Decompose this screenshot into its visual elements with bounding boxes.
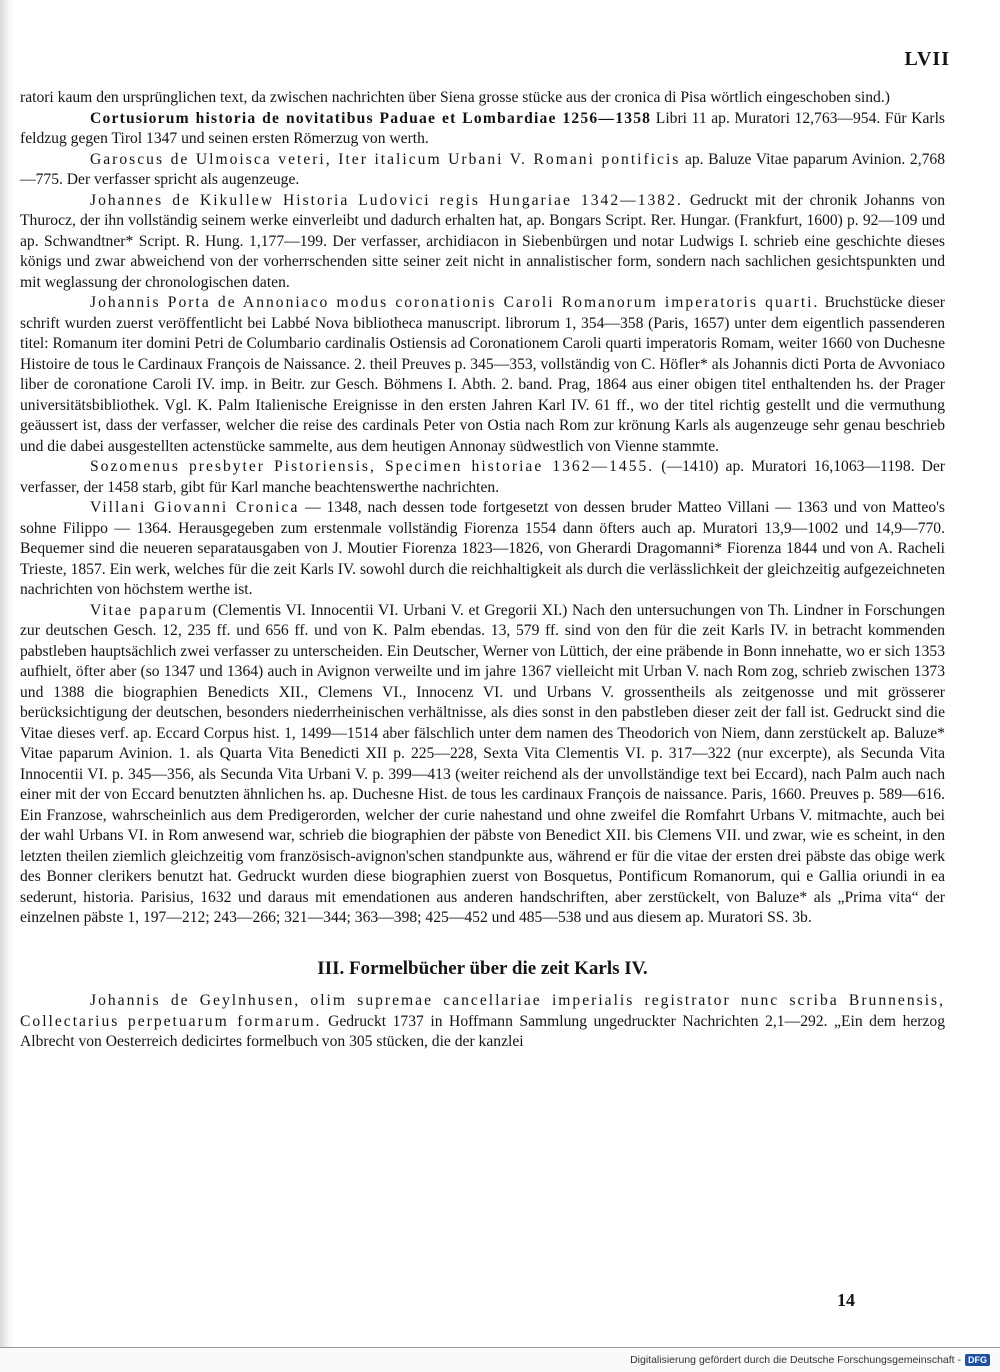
dfg-logo-icon: DFG	[965, 1354, 990, 1366]
entry-text: (Clementis VI. Innocentii VI. Urbani V. et Gregorii XI.) Nach den untersuchungen von Th. Lindner in Forschungen zur deutschen Gesch. 12, 235 ff. und 656 ff. und von K. Palm ebendas. 13, 579 ff. sind von den für die zeit Karls IV. in betracht kommenden pabstleben hauptsächlich zwei verfasser zu unterscheiden. Ein Deutscher, Werner von Lüttich, der eine präbende in Bonn innehatte, wo er sich 1353 aufhielt, öfter aber (so 1347 und 1364) auch in Avignon verweilte und im jahre 1367 vielleicht mit Urban V. nach Rom zog, schrieb zwischen 1373 und 1388 die biographien Benedicts XII., Clemens VI., Innocenz VI. und Urbans V. grossentheils als zeitgenosse und mit grösserer berücksichtigung der deutschen, besonders niederrheinischen verhältnisse, als dies sonst in den pabstleben dieser zeit der fall ist. Gedruckt sind die Vitae dieses verf. ap. Eccard Corpus hist. 1, 1499—1514 aber fälschlich unter dem namen des Theodorich von Niem, dann zerstückelt ap. Baluze* Vitae paparum Avinion. 1. als Quarta Vita Benedicti XII p. 225—228, Sexta Vita Clementis VI. p. 317—322 (nur excerpte), als Secunda Vita Innocentii VI. p. 345—356, als Secunda Vita Urbani V. p. 399—413 (weiter reichend als der unvollständige text bei Eccard), nach Palm auch nach einer mit der von Eccard benutzten ähnlichen hs. ap. Duchesne Hist. de tous les cardinaux François de naissance. Paris, 1660. Preuves p. 589—616. Ein Franzose, wahrscheinlich aus dem Predigerorden, welcher der curie nahestand und ohne zweifel die Romfahrt Urbans V. mitmachte, auch bei der wahl Urbans VI. in Rom anwesend war, schrieb die biographien der päbste von Benedict XII. bis Clemens VII. und zwar, wie es scheint, in den letzten theilen ziemlich gleichzeitig vom französisch-avignon'schen standpunkte aus, während er für die vitae der ersten drei päbste das obige werk des Bonner clerikers benutzt hat. Gedruckt wurden diese biographien zuerst von Bosquetus, Pontificum Romanorum, qui e Gallia oriundi in ea sederunt, historia. Parisius, 1632 und daraus mit emendationen aus anderen handschriften, aber zerstückelt, von Baluze* als „Prima vita“ der einzelnen päbste 1, 197—212; 243—266; 321—344; 363—398; 425—452 und 485—538 und aus diesem ap. Muratori SS. 3b.	[20, 601, 945, 926]
signature-mark: 14	[837, 1290, 855, 1310]
entry-villani	[20, 498, 945, 601]
entry-title: Johannis Porta de Annoniaco modus coronationis Caroli Romanorum imperatoris quarti.	[90, 294, 820, 311]
entry-title: Cortusiorum historia de novitatibus Paduae et Lombardiae 1256—1358	[90, 109, 652, 127]
entry-text: ap. Baluze Vitae paparum Avinion. 2,768—775. Der verfasser spricht als augenzeuge.	[20, 150, 945, 188]
entry-text: ratori kaum den ursprünglichen text, da zwischen nachrichten über Siena grosse stücke aus der cronica di Pisa wörtlich eingeschoben sind.)	[20, 89, 890, 106]
entry-text: Gedruckt mit der chronik Johanns von Thurocz, der ihn vollständig seinem werke einverleibt und dadurch erhalten hat, ap. Bongars Script. Rer. Hungar. (Frankfurt, 1600) p. 92—109 und ap. Schwandtner* Script. R. Hung. 1,177—199. Der verfasser, archidiacon in Siebenbürgen und notar Ludwigs I. schrieb eine geschichte dieses königs und zwar abweichend von der vorherrschenden sitte seiner zeit nicht in annalistischer form, sondern nach sachlichen gesichtspunkten und mit weglassung der chronologischen daten.	[20, 191, 945, 291]
entry-continuation	[20, 88, 945, 109]
entry-text: — 1348, nach dessen tode fortgesetzt von dessen bruder Matteo Villani — 1363 und von Matteo's sohne Filippo — 1364. Herausgegeben zum erstenmale vollständig Fiorenza 1554 dann öfters auch ap. Muratori 13,9—1002 und 14,9—770. Bequemer sind die neueren separatausgaben von J. Moutier Fiorenza 1823—1826, von Gherardi Dragomanni* Fiorenza 1844 und von A. Racheli Trieste, 1857. Ein werk, welches für die zeit Karls IV. sowohl durch die reichhaltigkeit als durch die verlässlichkeit der gleichzeitig aufgezeichneten nachrichten von höchstem werthe ist.	[20, 499, 945, 598]
entry-text: Libri 11 ap. Muratori 12,763—954. Für Karls feldzug gegen Tirol 1347 und seinen ersten Römerzug von werth.	[20, 109, 945, 147]
entry-geylnhusen	[20, 991, 945, 1053]
digitization-footer	[0, 1347, 1000, 1372]
entry-title: Sozomenus presbyter Pistoriensis, Specimen historiae 1362—1455.	[90, 458, 655, 475]
entry-text: Bruchstücke dieser schrift wurden zuerst veröffentlicht bei Labbé Nova bibliotheca manuscript. librorum 1, 354—358 (Paris, 1657) unter dem eigentlich passenderen titel: Romanum iter domini Petri de Columbario cardinalis Ostiensis ad Coronationem Caroli quarti imperatoris Romam, weiter 1660 von Duchesne Histoire de tous le Cardinaux François de Naissance. 2. theil Preuves p. 345—353, vollständig von C. Höfler* als Johannis dicti Porta de Avvoniaco liber de coronatione Caroli IV. imp. in Beitr. zur Gesch. Böhmens I. Abth. 2. band. Prag, 1864 aus einer obigen titel enthaltenden hs. der Prager universitätsbibliothek. Vgl. K. Palm Italienische Ereignisse in den ersten Jahren Karl IV. 61 ff., wo der titel richtig gestellt und die vermuthung geäussert ist, dass der verfasser, welcher die reise des cardinals Peter von Ostia nach Rom zur krönung Karls als augenzeuge sehr genau beschrieb und die dabei ausgestellten actenstücke sammelte, aus dem heutigen Annonay südwestlich von Vienne stammte.	[20, 294, 945, 455]
scan-edge-shadow	[0, 0, 14, 1372]
entry-title: Garoscus de Ulmoisca veteri, Iter italicum Urbani V. Romani pontificis	[90, 150, 681, 168]
entry-cortusii	[20, 109, 945, 150]
entry-porta	[20, 293, 945, 457]
entry-text: (—1410) ap. Muratori 16,1063—1198. Der verfasser, der 1458 starb, gibt für Karl manche beachtenswerthe nachrichten.	[20, 458, 945, 496]
entry-vitae-paparum	[20, 601, 945, 929]
entry-kikullew	[20, 191, 945, 294]
entry-title: Vitae paparum	[90, 601, 209, 619]
entry-title: Villani Giovanni Cronica	[90, 499, 300, 516]
entry-title: Johannis de Geylnhusen, olim supremae cancellariae imperialis registrator nunc scriba Brunnensis, Collectarius perpetuarum formarum.	[20, 992, 945, 1030]
footer-credit: Digitalisierung gefördert durch die Deutsche Forschungsgemeinschaft -	[630, 1354, 961, 1366]
entry-title: Johannes de Kikullew Historia Ludovici regis Hungariae 1342—1382.	[90, 191, 683, 209]
entry-garoscus	[20, 150, 945, 191]
page-number: LVII	[904, 48, 950, 70]
entry-text: Gedruckt 1737 in Hoffmann Sammlung ungedruckter Nachrichten 2,1—292. „Ein dem herzog Albrecht von Oesterreich dedicirtes formelbuch von 305 stücken, die der kanzlei	[20, 1012, 945, 1050]
entry-sozomenus	[20, 457, 945, 498]
section-heading: III. Formelbücher über die zeit Karls IV.	[317, 957, 648, 979]
main-text	[20, 88, 945, 1053]
